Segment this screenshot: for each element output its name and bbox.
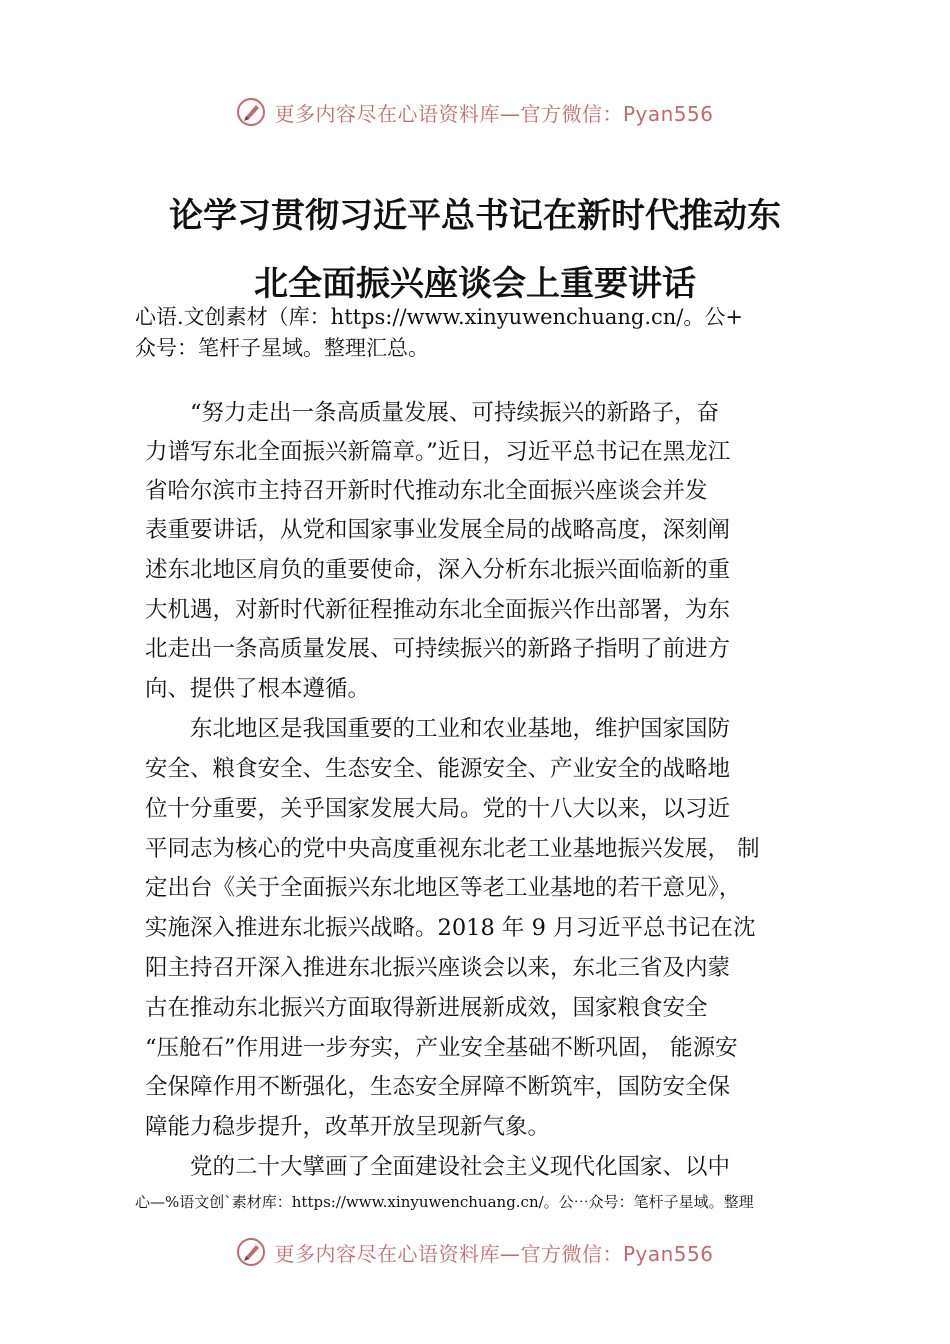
body-line: 障能力稳步提升，改革开放呈现新气象。 <box>145 1114 551 1140</box>
body-line: 东北地区是我国重要的工业和农业基地，维护国家国防 <box>145 716 731 742</box>
body-line: 安全、粮食安全、生态安全、能源安全、产业安全的战略地 <box>145 756 731 782</box>
body-line: 省哈尔滨市主持召开新时代推动东北全面振兴座谈会并发 <box>145 478 708 504</box>
document-title-line-2: 北全面振兴座谈会上重要讲话 <box>254 264 696 304</box>
body-line: “努力走出一条高质量发展、可持续振兴的新路子，奋 <box>145 400 720 426</box>
body-line: 述东北地区肩负的重要使命，深入分析东北振兴面临新的重 <box>145 557 731 583</box>
source-note-line-1: 心语.文创素材（库：https://www.xinyuwenchuang.cn/。公+ <box>135 305 743 329</box>
banner-text: 更多内容尽在心语资料库—官方微信：Pyan556 <box>274 101 714 126</box>
bottom-banner <box>0 1232 950 1272</box>
body-line: 向、提供了根本遵循。 <box>145 676 371 702</box>
pen-logo-icon <box>236 1237 266 1267</box>
body-line: 党的二十大擘画了全面建设社会主义现代化国家、以中 <box>145 1154 731 1180</box>
body-line: 定出台《关于全面振兴东北地区等老工业基地的若干意见》， <box>145 875 742 901</box>
banner-text: 更多内容尽在心语资料库—官方微信：Pyan556 <box>274 1241 714 1266</box>
body-line: 力谱写东北全面振兴新篇章。”近日，习近平总书记在黑龙江 <box>145 439 731 465</box>
body-line: 实施深入推进东北振兴战略。2018 年 9 月习近平总书记在沈 <box>145 915 756 941</box>
document-title-line-1: 论学习贯彻习近平总书记在新时代推动东 <box>169 196 781 236</box>
body-line: “压舱石”作用进一步夯实，产业安全基础不断巩固， 能源安 <box>145 1035 738 1061</box>
footer-source-note: 心—%语文创`素材库：https://www.xinyuwenchuang.cn/。公⋯众号：笔杆子星域。整理 <box>135 1193 754 1211</box>
source-note-line-2: 众号：笔杆子星域。整理汇总。 <box>135 336 429 360</box>
body-line: 古在推动东北振兴方面取得新进展新成效，国家粮食安全 <box>145 995 708 1021</box>
body-line: 大机遇，对新时代新征程推动东北全面振兴作出部署，为东 <box>145 597 731 623</box>
body-line: 表重要讲话，从党和国家事业发展全局的战略高度，深刻阐 <box>145 517 731 543</box>
pen-logo-icon <box>236 97 266 127</box>
body-line: 北走出一条高质量发展、可持续振兴的新路子指明了前进方 <box>145 636 731 662</box>
body-line: 位十分重要，关乎国家发展大局。党的十八大以来，以习近 <box>145 796 731 822</box>
body-line: 平同志为核心的党中央高度重视东北老工业基地振兴发展， 制 <box>145 836 760 862</box>
top-banner <box>0 92 950 132</box>
body-line: 全保障作用不断强化，生态安全屏障不断筑牢，国防安全保 <box>145 1074 731 1100</box>
body-line: 阳主持召开深入推进东北振兴座谈会以来，东北三省及内蒙 <box>145 955 731 981</box>
